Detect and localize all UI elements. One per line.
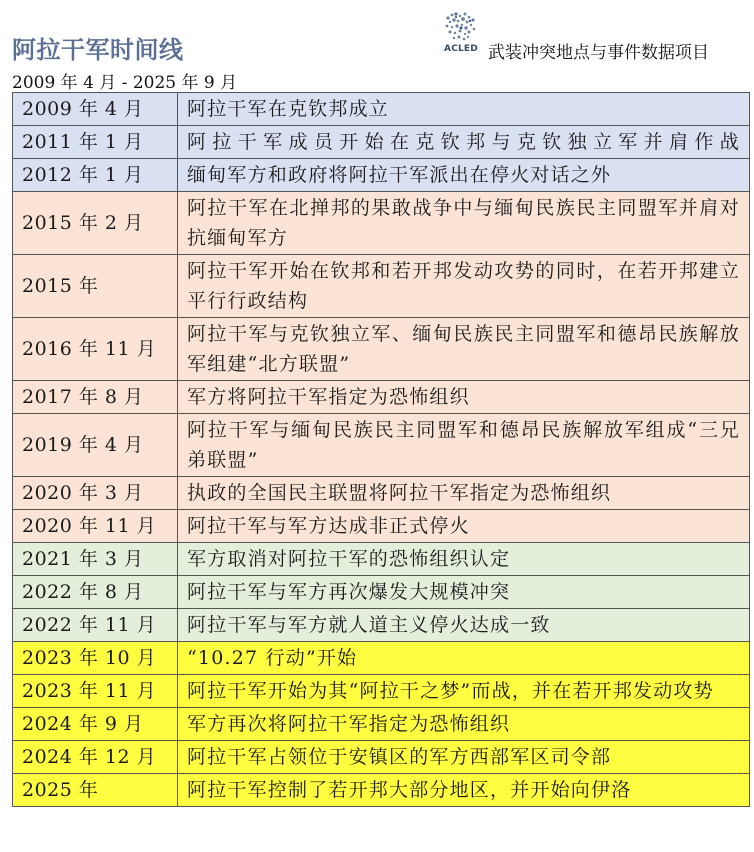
timeline-row <box>13 159 750 192</box>
timeline-date: 2020 年 11 月 <box>13 510 178 543</box>
timeline-event: 阿拉干军与军方再次爆发大规模冲突 <box>178 576 750 609</box>
timeline-row <box>13 126 750 159</box>
timeline-row <box>13 741 750 774</box>
timeline-event: 阿拉干军开始在钦邦和若开邦发动攻势的同时，在若开邦建立平行行政结构 <box>178 255 750 318</box>
timeline-date: 2009 年 4 月 <box>13 93 178 126</box>
timeline-event: 执政的全国民主联盟将阿拉干军指定为恐怖组织 <box>178 477 750 510</box>
acled-logo <box>438 10 484 58</box>
page-title: 阿拉干军时间线 <box>12 36 184 64</box>
timeline-date: 2022 年 8 月 <box>13 576 178 609</box>
timeline-event: 军方将阿拉干军指定为恐怖组织 <box>178 381 750 414</box>
timeline-date: 2017 年 8 月 <box>13 381 178 414</box>
timeline-event: 缅甸军方和政府将阿拉干军派出在停火对话之外 <box>178 159 750 192</box>
timeline-date: 2015 年 2 月 <box>13 192 178 255</box>
timeline-body <box>13 93 750 807</box>
timeline-event: 阿拉干军控制了若开邦大部分地区，并开始向伊洛 <box>178 774 750 807</box>
timeline-event: 阿拉干军开始为其“阿拉干之梦”而战，并在若开邦发动攻势 <box>178 675 750 708</box>
timeline-event: 阿拉干军成员开始在克钦邦与克钦独立军并肩作战 <box>178 126 750 159</box>
timeline-event: 阿拉干军与军方就人道主义停火达成一致 <box>178 609 750 642</box>
timeline-date: 2015 年 <box>13 255 178 318</box>
timeline-table <box>12 92 750 807</box>
timeline-row <box>13 576 750 609</box>
timeline-row <box>13 93 750 126</box>
logo-text: ACLED <box>444 44 478 54</box>
timeline-row <box>13 414 750 477</box>
timeline-row <box>13 609 750 642</box>
timeline-event: 军方再次将阿拉干军指定为恐怖组织 <box>178 708 750 741</box>
date-range: 2009 年 4 月 - 2025 年 9 月 <box>12 73 238 93</box>
timeline-date: 2021 年 3 月 <box>13 543 178 576</box>
timeline-date: 2024 年 9 月 <box>13 708 178 741</box>
timeline-event: 阿拉干军与缅甸民族民主同盟军和德昂民族解放军组成“三兄弟联盟” <box>178 414 750 477</box>
timeline-event: 阿拉干军与军方达成非正式停火 <box>178 510 750 543</box>
timeline-row <box>13 675 750 708</box>
timeline-row <box>13 318 750 381</box>
timeline-date: 2024 年 12 月 <box>13 741 178 774</box>
timeline-row <box>13 192 750 255</box>
project-name: 武装冲突地点与事件数据项目 <box>488 43 709 63</box>
timeline-date: 2016 年 11 月 <box>13 318 178 381</box>
timeline-date: 2011 年 1 月 <box>13 126 178 159</box>
timeline-row <box>13 642 750 675</box>
timeline-event: “10.27 行动”开始 <box>178 642 750 675</box>
timeline-date: 2025 年 <box>13 774 178 807</box>
globe-dots-icon <box>438 10 484 44</box>
timeline-date: 2022 年 11 月 <box>13 609 178 642</box>
timeline-row <box>13 774 750 807</box>
timeline-date: 2023 年 10 月 <box>13 642 178 675</box>
timeline-date: 2020 年 3 月 <box>13 477 178 510</box>
timeline-row <box>13 708 750 741</box>
timeline-event: 阿拉干军在克钦邦成立 <box>178 93 750 126</box>
timeline-row <box>13 477 750 510</box>
timeline-event: 阿拉干军与克钦独立军、缅甸民族民主同盟军和德昂民族解放军组建“北方联盟” <box>178 318 750 381</box>
timeline-row <box>13 255 750 318</box>
timeline-date: 2023 年 11 月 <box>13 675 178 708</box>
timeline-row <box>13 510 750 543</box>
timeline-event: 阿拉干军在北掸邦的果敢战争中与缅甸民族民主同盟军并肩对抗缅甸军方 <box>178 192 750 255</box>
timeline-row <box>13 543 750 576</box>
timeline-event: 军方取消对阿拉干军的恐怖组织认定 <box>178 543 750 576</box>
timeline-date: 2012 年 1 月 <box>13 159 178 192</box>
timeline-date: 2019 年 4 月 <box>13 414 178 477</box>
timeline-event: 阿拉干军占领位于安镇区的军方西部军区司令部 <box>178 741 750 774</box>
timeline-row <box>13 381 750 414</box>
